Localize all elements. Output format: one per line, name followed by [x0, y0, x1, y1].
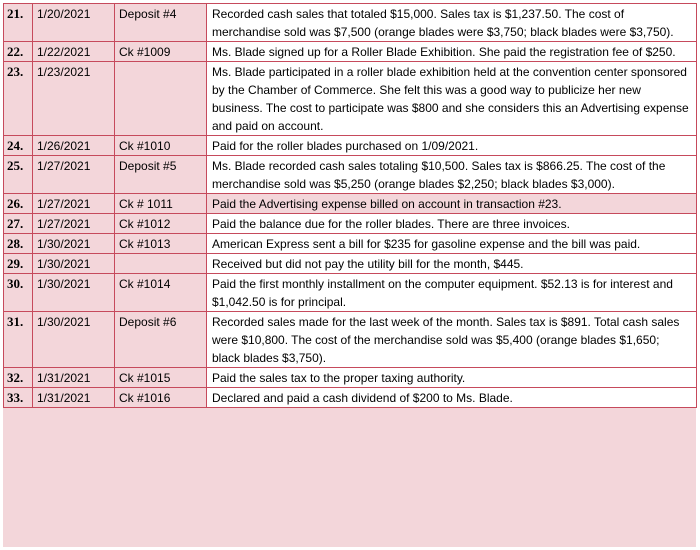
- transaction-row: [4, 234, 697, 254]
- transaction-reference: Ck #1013: [115, 234, 207, 254]
- transaction-date: 1/23/2021: [33, 62, 115, 136]
- transaction-number: 22.: [4, 42, 33, 62]
- transaction-number: 33.: [4, 388, 33, 408]
- transaction-description: Paid the sales tax to the proper taxing authority.: [207, 368, 697, 388]
- transaction-number: 25.: [4, 156, 33, 194]
- transaction-description: Recorded cash sales that totaled $15,000. Sales tax is $1,237.50. The cost of merchandise sold was $7,500 (orange blades were $3,750; black blades were $3,750).: [207, 4, 697, 42]
- transaction-date: 1/30/2021: [33, 274, 115, 312]
- transaction-date: 1/27/2021: [33, 214, 115, 234]
- transaction-reference: Ck #1016: [115, 388, 207, 408]
- transaction-description: Ms. Blade recorded cash sales totaling $10,500. Sales tax is $866.25. The cost of the merchandise sold was $5,250 (orange blades $2,250; black blades $3,000).: [207, 156, 697, 194]
- transaction-description: Recorded sales made for the last week of the month. Sales tax is $891. Total cash sales were $10,800. The cost of the merchandise sold was $5,400 (orange blades $1,650; black blades $3,750).: [207, 312, 697, 368]
- transaction-number: 23.: [4, 62, 33, 136]
- transaction-date: 1/30/2021: [33, 312, 115, 368]
- transaction-row: [4, 254, 697, 274]
- transaction-number: 29.: [4, 254, 33, 274]
- transaction-reference: Ck # 1011: [115, 194, 207, 214]
- transaction-description: Ms. Blade participated in a roller blade exhibition held at the convention center sponsored by the Chamber of Commerce. She felt this was a good way to publicize her new business. The cost to participate was $800 and she considers this an Advertising expense and paid on account.: [207, 62, 697, 136]
- transaction-reference: Deposit #6: [115, 312, 207, 368]
- transaction-reference: Ck #1009: [115, 42, 207, 62]
- transaction-description: Paid the first monthly installment on the computer equipment. $52.13 is for interest and $1,042.50 is for principal.: [207, 274, 697, 312]
- transaction-date: 1/22/2021: [33, 42, 115, 62]
- transaction-row: [4, 388, 697, 408]
- transaction-row: [4, 4, 697, 42]
- transaction-description: American Express sent a bill for $235 for gasoline expense and the bill was paid.: [207, 234, 697, 254]
- transactions-table: [3, 3, 697, 408]
- transaction-number: 26.: [4, 194, 33, 214]
- transaction-reference: [115, 254, 207, 274]
- transaction-date: 1/26/2021: [33, 136, 115, 156]
- transaction-date: 1/20/2021: [33, 4, 115, 42]
- transaction-number: 28.: [4, 234, 33, 254]
- transaction-date: 1/27/2021: [33, 194, 115, 214]
- transaction-date: 1/31/2021: [33, 388, 115, 408]
- transaction-row: [4, 194, 697, 214]
- transaction-row: [4, 42, 697, 62]
- transaction-reference: Deposit #4: [115, 4, 207, 42]
- transaction-description: Paid the Advertising expense billed on account in transaction #23.: [207, 194, 697, 214]
- transaction-date: 1/27/2021: [33, 156, 115, 194]
- transaction-row: [4, 368, 697, 388]
- transaction-reference: Deposit #5: [115, 156, 207, 194]
- transaction-number: 30.: [4, 274, 33, 312]
- transaction-number: 24.: [4, 136, 33, 156]
- transaction-number: 27.: [4, 214, 33, 234]
- transaction-row: [4, 62, 697, 136]
- transactions-panel: [3, 3, 696, 547]
- transaction-row: [4, 274, 697, 312]
- transaction-reference: Ck #1014: [115, 274, 207, 312]
- transaction-reference: [115, 62, 207, 136]
- transaction-row: [4, 136, 697, 156]
- transaction-description: Paid the balance due for the roller blades. There are three invoices.: [207, 214, 697, 234]
- transaction-row: [4, 214, 697, 234]
- transactions-body: [4, 4, 697, 408]
- transaction-number: 32.: [4, 368, 33, 388]
- transaction-description: Received but did not pay the utility bill for the month, $445.: [207, 254, 697, 274]
- transaction-description: Paid for the roller blades purchased on 1/09/2021.: [207, 136, 697, 156]
- transaction-description: Declared and paid a cash dividend of $200 to Ms. Blade.: [207, 388, 697, 408]
- transaction-row: [4, 156, 697, 194]
- transaction-reference: Ck #1010: [115, 136, 207, 156]
- transaction-date: 1/30/2021: [33, 234, 115, 254]
- transaction-reference: Ck #1015: [115, 368, 207, 388]
- transaction-date: 1/30/2021: [33, 254, 115, 274]
- transaction-date: 1/31/2021: [33, 368, 115, 388]
- transaction-number: 21.: [4, 4, 33, 42]
- transaction-number: 31.: [4, 312, 33, 368]
- transaction-row: [4, 312, 697, 368]
- transaction-description: Ms. Blade signed up for a Roller Blade Exhibition. She paid the registration fee of $250.: [207, 42, 697, 62]
- transaction-reference: Ck #1012: [115, 214, 207, 234]
